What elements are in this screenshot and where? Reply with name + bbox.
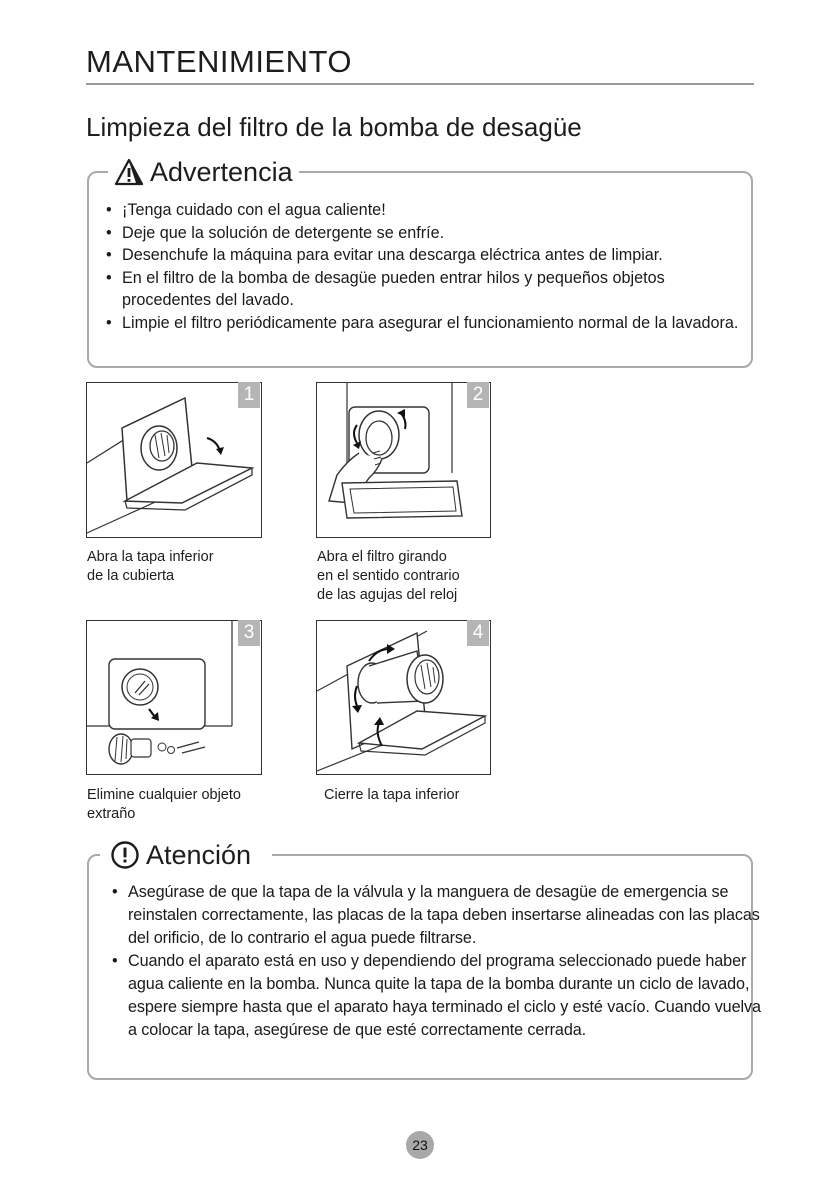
- step-1-figure: [86, 382, 262, 538]
- step-2-figure: [316, 382, 491, 538]
- exclamation-circle-icon: [110, 840, 140, 870]
- warning-heading-text: Advertencia: [150, 156, 293, 187]
- unscrew-filter-illustration: [317, 383, 489, 536]
- step-3-caption: Elimine cualquier objeto extraño: [87, 787, 241, 822]
- close-cover-illustration: [317, 621, 489, 773]
- step-4-caption: Cierre la tapa inferior: [324, 787, 460, 803]
- attention-heading-text: Atención: [146, 839, 252, 870]
- page-number: 23: [406, 1131, 434, 1159]
- step-number-badge: 4: [467, 620, 489, 646]
- warning-triangle-icon: [114, 158, 144, 186]
- attention-heading: [104, 836, 257, 874]
- list-item: • Limpie el filtro periódicamente para asegurar el funcionamiento normal de la lavadora.: [106, 312, 746, 335]
- step-3-figure: [86, 620, 262, 775]
- page-title: MANTENIMIENTO: [86, 44, 352, 79]
- list-item: • Desenchufe la máquina para evitar una descarga eléctrica antes de limpiar.: [106, 244, 746, 267]
- title-divider: [86, 83, 754, 85]
- step-4-figure: [316, 620, 491, 775]
- step-1-caption: Abra la tapa inferior de la cubierta: [87, 549, 214, 584]
- step-number-badge: 3: [238, 620, 260, 646]
- step-2-caption: Abra el filtro girando en el sentido contrario de las agujas del reloj: [317, 549, 460, 603]
- list-item: • En el filtro de la bomba de desagüe pueden entrar hilos y pequeños objetos procedentes del lavado.: [106, 267, 746, 312]
- warning-list: [106, 199, 746, 334]
- list-item: • Asegúrase de que la tapa de la válvula y la manguera de desagüe de emergencia se reinstalen correctamente, las placas de la tapa deben insertarse alineadas con las placas del orificio, de lo contrario el agua puede filtrarse.: [112, 881, 762, 950]
- step-number-badge: 2: [467, 382, 489, 408]
- list-item: • ¡Tenga cuidado con el agua caliente!: [106, 199, 746, 222]
- warning-heading: [108, 154, 299, 190]
- list-item: • Cuando el aparato está en uso y dependiendo del programa seleccionado puede haber agua caliente en la bomba. Nunca quite la tapa de la bomba durante un ciclo de lavado, espere siempre hasta que el aparato haya terminado el ciclo y esté vacío. Cuando vuelva a colocar la tapa, asegúrese de que esté correctamente cerrada.: [112, 950, 762, 1042]
- open-cover-illustration: [87, 383, 260, 536]
- list-item: • Deje que la solución de detergente se enfríe.: [106, 222, 746, 245]
- step-number-badge: 1: [238, 382, 260, 408]
- section-subtitle: Limpieza del filtro de la bomba de desagüe: [86, 112, 582, 142]
- attention-list: [112, 881, 762, 1042]
- remove-objects-illustration: [87, 621, 260, 773]
